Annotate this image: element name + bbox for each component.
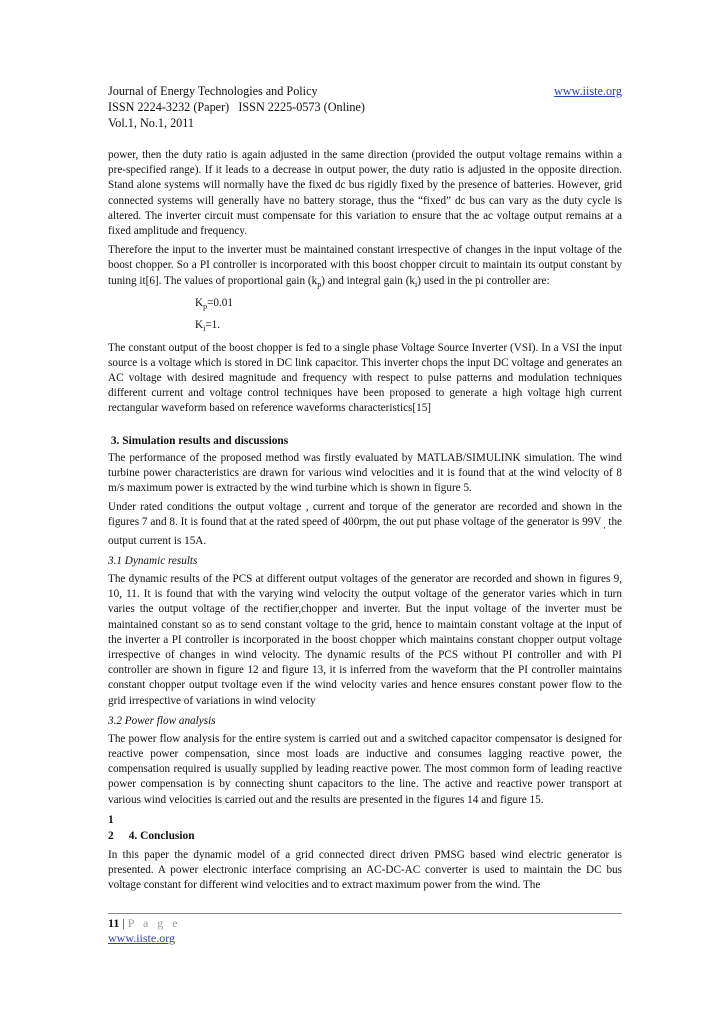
paragraph-dynamic: The dynamic results of the PCS at different output voltages of the generator are recorded and shown in figures 9, 10, 11. It is found that with the varying wind velocity the output voltage of the generator varies which in turn varies the output voltage of the rectifier,chopper and inverter. But the input voltage of the inverter must be maintained constant so as to send constant voltage to the grid, hence to maintain constant voltage at the input of the inverter a PI controller is incorporated in the boost chopper which maintains constant chopper output voltage irrespective of changes in wind velocity. The dynamic results of the PCS without PI controller and with PI controller are shown in figure 12 and figure 13, it is inferred from the waveform that the PI controller maintains constant chopper output tvoltage even if the wind velocity varies and hence ensures constant power flow to the grid irrespective of variations in wind velocity <box>108 573 622 707</box>
volume-line: Vol.1, No.1, 2011 <box>108 116 194 130</box>
page-footer <box>108 913 622 946</box>
journal-title: Journal of Energy Technologies and Policy <box>108 84 318 98</box>
footer-url-link[interactable]: www.iiste.org <box>108 931 175 945</box>
section-heading-simulation: 3. Simulation results and discussions <box>108 434 289 447</box>
subsection-power-flow: 3.2 Power flow analysis <box>108 714 216 727</box>
paragraph-power-flow: The power flow analysis for the entire system is carried out and a switched capacitor compensator is designed for reactive power compensation, since most loads are inductive and consumes lagging reactive power, the compensation required is usually supplied by leading reactive power. The most common form of leading reactive power compensation is by connecting shunt capacitors to the line. The active and reactive power transport at various wind velocities is carried out and the results are presented in the figures 14 and figure 15. <box>108 732 622 806</box>
list-number-1: 1 <box>108 813 114 826</box>
paragraph-rated-conditions: Under rated conditions the output voltage , current and torque of the generator are recorded and shown in the figures 7 and 8. It is found that at the rated speed of 400rpm, the out put phase voltage of the generator is 99V $_,$ the output current is 15A. <box>108 501 623 547</box>
formula-ki: $K_i=1$. <box>195 319 221 334</box>
journal-url-link[interactable]: www.iiste.org <box>553 84 622 98</box>
paragraph-duty-ratio: power, then the duty ratio is again adjusted in the same direction (provided the output voltage remains within a pre-specified range). If it leads to a decrease in output power, the duty ratio is adjusted in the opposite direction. Stand alone systems will normally have the fixed dc bus rigidly fixed by the presence of batteries. However, grid connected systems will generally have no battery storage, thus the “fixed” dc bus can vary as the duty cycle is altered. The inverter circuit must compensate for this variation to ensure that the ac voltage output remains at a fixed amplitude and frequency. <box>108 149 622 238</box>
issn-line: ISSN 2224-3232 (Paper) ISSN 2225-0573 (Online) <box>108 100 365 114</box>
subsection-dynamic-results: 3.1 Dynamic results <box>108 555 198 567</box>
page-content <box>108 83 622 897</box>
footer-rule <box>108 913 622 914</box>
paragraph-pi-controller: Therefore the input to the inverter must be maintained constant irrespective of changes in the input voltage of the boost chopper. So a PI controller is incorporated with this boost chopper circuit to maintain its output constant by tuning it[6]. The values of proportional gain $(k_p)$ and integral gain $(k_i)$ used in the pi controller are: <box>108 244 622 289</box>
section-heading-conclusion: 2 4. Conclusion <box>108 829 195 842</box>
paragraph-conclusion: In this paper the dynamic model of a grid connected direct driven PMSG based wind electric generator is presented. A power electronic interface comprising an AC-DC-AC converter is used to maintain the DC bus voltage constant for different wind velocities and to extract maximum power from the wind. The <box>108 848 622 892</box>
formula-kp: $K_p=0.01$ <box>195 297 233 312</box>
running-header <box>108 83 622 131</box>
paragraph-matlab: The performance of the proposed method was firstly evaluated by MATLAB/SIMULINK simulation. The wind turbine power characteristics are drawn for various wind velocities and it is found that at the wind velocity of 8 m/s maximum power is extracted by the wind turbine which is shown in figure 5. <box>108 451 622 494</box>
paragraph-vsi: The constant output of the boost chopper is fed to a single phase Voltage Source Inverter (VSI). In a VSI the input source is a voltage which is stored in DC link capacitor. This inverter chops the input DC voltage and generates an AC voltage with desired magnitude and frequency with respect to pulse patterns and modulation techniques different current and voltage control techniques have been proposed to generate a high voltage high current rectangular waveform based on reference waveforms characteristics[15] <box>108 341 622 415</box>
page-number: 11 | P a g e <box>108 916 181 930</box>
